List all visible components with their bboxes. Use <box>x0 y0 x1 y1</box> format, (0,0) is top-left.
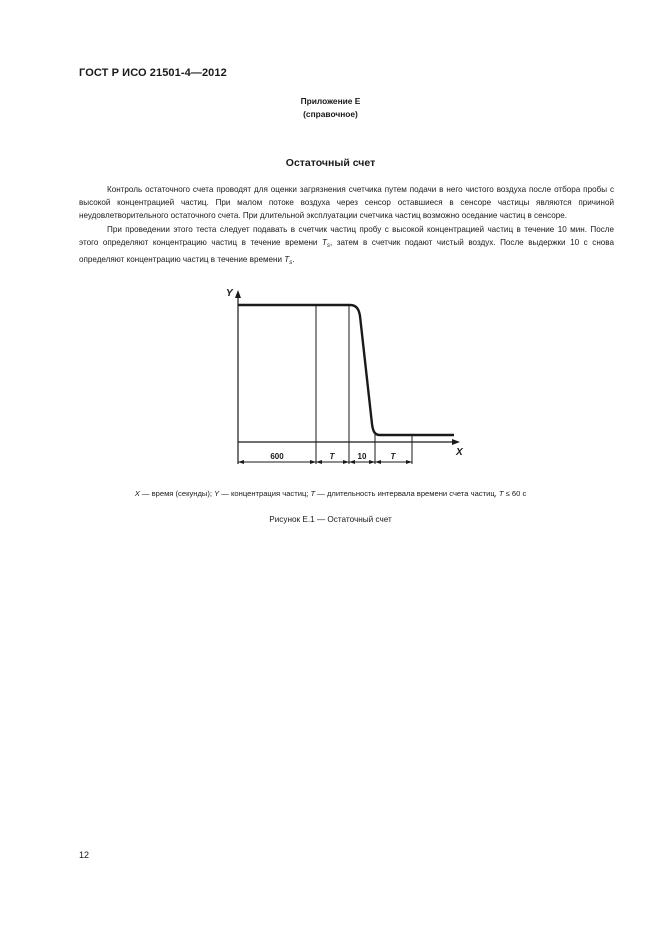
legend-t-text: — длительность интервала времени счета частиц, <box>315 489 499 498</box>
dimension-arrow <box>369 460 375 464</box>
dimension-arrow <box>310 460 316 464</box>
paragraph-2-part-2: , затем в счетчик подают чистый воздух. После выдержки 10 с снова определяют концентрацию частиц в течение времени <box>79 237 615 265</box>
dimension-arrow <box>406 460 412 464</box>
figure-caption: Рисунок E.1 — Остаточный счет <box>269 515 392 524</box>
figure-legend <box>0 489 661 498</box>
y-axis-label: Y <box>226 288 233 299</box>
dimension-arrow <box>238 460 244 464</box>
y-axis-arrow <box>235 290 241 298</box>
interval-label-t: T <box>390 452 396 461</box>
paragraph-2 <box>79 223 614 271</box>
appendix-title: Приложение E <box>300 96 361 106</box>
interval-label-10: 10 <box>357 452 367 461</box>
subscript-s: s <box>289 260 293 267</box>
body-text <box>79 183 614 270</box>
paragraph-2-part-3: . <box>292 255 295 265</box>
dimension-arrow <box>375 460 381 464</box>
symbol-t: T <box>322 237 327 247</box>
interval-label-600: 600 <box>270 452 284 461</box>
legend-t-condition: ≤ 60 с <box>503 489 527 498</box>
dimension-arrow <box>349 460 355 464</box>
concentration-curve <box>238 305 454 435</box>
document-header: ГОСТ Р ИСО 21501-4—2012 <box>79 67 227 79</box>
residual-count-figure <box>226 284 471 469</box>
symbol-t: T <box>284 255 290 265</box>
x-axis-arrow <box>452 439 460 445</box>
section-title: Остаточный счет <box>285 157 376 169</box>
legend-y-text: — концентрация частиц; <box>219 489 311 498</box>
legend-y-symbol: Y <box>214 489 220 498</box>
dimension-arrow <box>316 460 322 464</box>
legend-x-symbol: X <box>134 489 140 498</box>
legend-t-symbol: T <box>310 489 316 498</box>
appendix-type: (справочное) <box>303 109 358 119</box>
page-number: 12 <box>79 850 90 860</box>
appendix-heading <box>0 95 661 121</box>
paragraph-2-part-1: При проведении этого теста следует подавать в счетчик частиц пробу с высокой концентрацией частиц в течение 10 мин. После этого определяют концентрацию частиц в течение времени <box>79 224 614 247</box>
x-axis-label: X <box>456 447 463 458</box>
subscript-s: s <box>326 242 330 249</box>
legend-t-cond-symbol: T <box>498 489 504 498</box>
dimension-arrow <box>343 460 349 464</box>
interval-label-t: T <box>329 452 335 461</box>
paragraph-1: Контроль остаточного счета проводят для оценки загрязнения счетчика путем подачи в него чистого воздуха после отбора пробы с высокой концентрацией частиц. При малом потоке воздуха через сенсор оставшиеся в сенсоре частицы являются причиной неудовлетворительного остаточного счета. При длительной эксплуатации счетчика частиц возможно оседание частиц в сенсоре. <box>79 185 614 221</box>
legend-x-text: — время (секунды); <box>139 489 215 498</box>
